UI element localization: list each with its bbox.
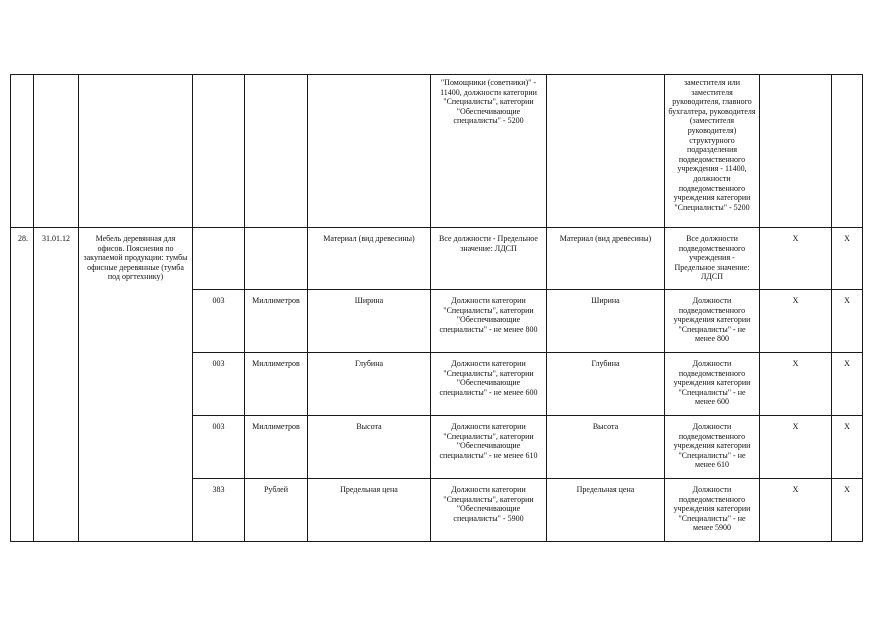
okei-code-cell [193, 290, 245, 353]
unit-cell [245, 228, 308, 290]
mark-2-cell [832, 416, 863, 479]
okei-code: 003 [212, 422, 225, 431]
unit: Рублей [263, 485, 289, 494]
characteristic-cell [308, 290, 431, 353]
value-2-cell [665, 290, 760, 353]
mark-2-cell [832, 353, 863, 416]
value-2: Должности подведомственного учреждения категории "Специалисты" - не менее 5900 [673, 485, 751, 533]
okei-code-cell [193, 353, 245, 416]
characteristic-cell [308, 75, 431, 228]
value-2-cell [665, 479, 760, 542]
mark-1-cell [760, 228, 832, 290]
characteristic: Материал (вид древесины) [323, 234, 415, 243]
okei-code: 003 [212, 296, 225, 305]
characteristic-cell [308, 416, 431, 479]
approved-value: Должности категории "Специалисты", категории "Обеспечивающие специалисты" - 5900 [443, 485, 534, 523]
number-cell [11, 75, 34, 228]
approved-value-cell [431, 416, 547, 479]
mark-1-cell [760, 416, 832, 479]
characteristic-cell [308, 228, 431, 290]
unit: Миллиметров [252, 422, 300, 431]
code-cell [34, 75, 79, 228]
unit-cell [245, 290, 308, 353]
characteristic-2: Предельная цена [576, 485, 635, 494]
characteristic-2-cell [547, 75, 665, 228]
value-2-cell [665, 353, 760, 416]
value-2: Должности подведомственного учреждения категории "Специалисты" - не менее 610 [673, 422, 751, 470]
approved-value-cell [431, 290, 547, 353]
approved-value-text: "Помощники (советники)" - 11400, должности категории "Специалисты", категории "Обеспечивающие специалисты" - 5200 [440, 78, 537, 126]
item-code-cell [34, 228, 79, 542]
mark-2: X [844, 485, 850, 494]
requirements-table [10, 74, 863, 542]
mark-2-cell [832, 479, 863, 542]
approved-value-cell [431, 479, 547, 542]
mark-2-cell [832, 228, 863, 290]
characteristic: Ширина [354, 296, 384, 305]
approved-value-cell [431, 75, 547, 228]
characteristic-2: Высота [592, 422, 619, 431]
characteristic-2: Ширина [591, 296, 620, 305]
mark-1: X [792, 422, 799, 431]
unit-cell [245, 416, 308, 479]
item-name-cell [79, 228, 193, 542]
characteristic-2: Глубина [591, 359, 620, 368]
characteristic-cell [308, 479, 431, 542]
item-number: 28. [18, 234, 28, 243]
characteristic-2-cell [547, 353, 665, 416]
mark-1: X [792, 359, 799, 368]
value-2-cell [665, 75, 760, 228]
okei-code: 383 [212, 485, 225, 494]
okei-code-cell [193, 75, 245, 228]
approved-value: Все должности - Предельное значение: ЛДСП [439, 234, 538, 253]
mark-2: X [844, 422, 850, 431]
mark-1-cell [760, 75, 832, 228]
mark-1-cell [760, 353, 832, 416]
unit: Миллиметров [252, 296, 300, 305]
mark-2: X [844, 234, 850, 243]
characteristic: Высота [356, 422, 382, 431]
item-name: Мебель деревянная для офисов. Пояснения по закупаемой продукции: тумбы офисные деревянные (тумба под оргтехнику) [83, 234, 188, 282]
mark-1-cell [760, 479, 832, 542]
item-code: 31.01.12 [42, 234, 70, 243]
unit: Миллиметров [252, 359, 300, 368]
mark-1-cell [760, 290, 832, 353]
value-2-cell [665, 416, 760, 479]
characteristic-2: Материал (вид древесины) [559, 234, 652, 243]
okei-code: 003 [212, 359, 225, 368]
characteristic-2-cell [547, 416, 665, 479]
mark-2-cell [832, 75, 863, 228]
okei-code-cell [193, 479, 245, 542]
characteristic-2-cell [547, 228, 665, 290]
okei-code-cell [193, 416, 245, 479]
value-2-cell [665, 228, 760, 290]
approved-value: Должности категории "Специалисты", категории "Обеспечивающие специалисты" - не менее 600 [439, 359, 538, 397]
characteristic-cell [308, 353, 431, 416]
approved-value: Должности категории "Специалисты", категории "Обеспечивающие специалисты" - не менее 800 [439, 296, 538, 334]
approved-value-cell [431, 228, 547, 290]
approved-value: Должности категории "Специалисты", категории "Обеспечивающие специалисты" - не менее 610 [439, 422, 538, 460]
value-2: Все должности подведомственного учреждения - Предельное значение: ЛДСП [674, 234, 750, 282]
okei-code-cell [193, 228, 245, 290]
mark-2-cell [832, 290, 863, 353]
item-number-cell [11, 228, 34, 542]
mark-2: X [844, 359, 850, 368]
unit-cell [245, 75, 308, 228]
unit-cell [245, 353, 308, 416]
characteristic-2-cell [547, 290, 665, 353]
characteristic: Предельная цена [340, 485, 398, 494]
mark-1: X [792, 485, 799, 494]
name-cell [79, 75, 193, 228]
mark-1: X [792, 296, 799, 305]
mark-2: X [844, 296, 850, 305]
continuation-row [11, 75, 863, 228]
value-2-text: заместителя или заместителя руководителя, главного бухгалтера, руководителя (заместителя руководителя) структурного подразделения подведомственного учреждения - 11400, должности подведомственного учреждения категории "Специалисты" - 5200 [668, 78, 756, 212]
characteristic: Глубина [354, 359, 384, 368]
characteristic-2-cell [547, 479, 665, 542]
unit-cell [245, 479, 308, 542]
table-row [11, 228, 863, 290]
value-2: Должности подведомственного учреждения категории "Специалисты" - не менее 800 [673, 296, 751, 344]
approved-value-cell [431, 353, 547, 416]
mark-1: X [792, 234, 799, 243]
value-2: Должности подведомственного учреждения категории "Специалисты" - не менее 600 [673, 359, 751, 407]
